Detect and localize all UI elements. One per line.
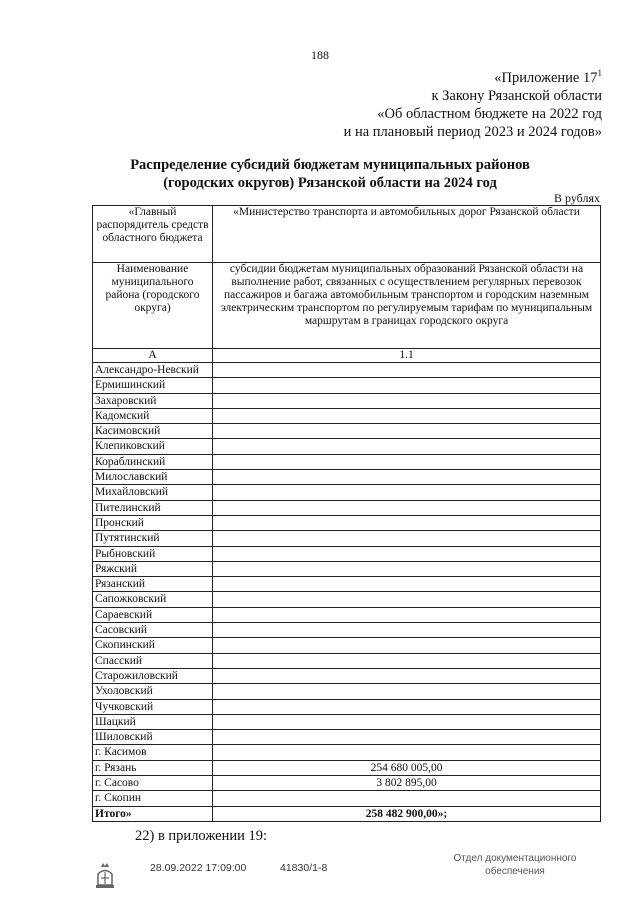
subsidy-value-cell: [213, 363, 601, 378]
subsidy-value-cell: [213, 546, 601, 561]
district-name-cell: г. Скопин: [93, 791, 213, 806]
table-row: [93, 561, 601, 576]
district-name-cell: Клепиковский: [93, 439, 213, 454]
table-row: [93, 546, 601, 561]
subsidy-value-cell: [213, 500, 601, 515]
subsidy-value-cell: [213, 684, 601, 699]
district-name-cell: Шиловский: [93, 730, 213, 745]
table-row: [93, 515, 601, 530]
district-name-cell: г. Рязань: [93, 760, 213, 775]
footer-timestamp: 28.09.2022 17:09:00: [150, 862, 247, 874]
district-name-cell: Ряжский: [93, 561, 213, 576]
header-row-codes: [93, 349, 601, 363]
appendix-line-3: «Об областном бюджете на 2022 год: [377, 105, 602, 122]
district-name-cell: Скопинский: [93, 638, 213, 653]
footer-department-line-1: Отдел документационного: [453, 853, 577, 864]
district-name-cell: Шацкий: [93, 714, 213, 729]
total-row: [93, 806, 601, 821]
district-name-cell: Михайловский: [93, 485, 213, 500]
subsidy-value-cell: [213, 714, 601, 729]
district-name-cell: Сасовский: [93, 623, 213, 638]
total-label: Итого»: [93, 806, 213, 821]
subsidy-value-cell: 3 802 895,00: [213, 776, 601, 791]
district-name-cell: Чучковский: [93, 699, 213, 714]
table-row: [93, 745, 601, 760]
header-row-names: [93, 263, 601, 349]
header-cell-code-a: А: [93, 349, 213, 363]
coat-of-arms-icon: [88, 858, 122, 892]
title-line-2: (городских округов) Рязанской области на 2024 год: [163, 175, 497, 191]
table-row: [93, 408, 601, 423]
table-row: [93, 500, 601, 515]
table-row: [93, 760, 601, 775]
table-row: [93, 607, 601, 622]
page-number: 188: [311, 48, 329, 62]
district-name-cell: Касимовский: [93, 424, 213, 439]
district-name-cell: Сараевский: [93, 607, 213, 622]
table-row: [93, 638, 601, 653]
table-row: [93, 699, 601, 714]
subsidy-value-cell: [213, 577, 601, 592]
table-row: [93, 592, 601, 607]
subsidy-value-cell: [213, 623, 601, 638]
district-name-cell: Пителинский: [93, 500, 213, 515]
subsidy-value-cell: [213, 531, 601, 546]
table-row: [93, 653, 601, 668]
district-name-cell: Кадомский: [93, 408, 213, 423]
title-line-1: Распределение субсидий бюджетам муниципальных районов: [130, 157, 530, 173]
table-row: [93, 424, 601, 439]
table-row: [93, 393, 601, 408]
footer-department-line-2: обеспечения: [485, 866, 545, 877]
subsidy-value-cell: [213, 592, 601, 607]
subsidy-value-cell: [213, 485, 601, 500]
subsidy-value-cell: [213, 470, 601, 485]
table-row: [93, 714, 601, 729]
district-name-cell: г. Касимов: [93, 745, 213, 760]
district-name-cell: Рязанский: [93, 577, 213, 592]
table-row: [93, 470, 601, 485]
subsidy-value-cell: [213, 408, 601, 423]
subsidy-table: [92, 205, 601, 822]
district-name-cell: Александро-Невский: [93, 363, 213, 378]
table-row: [93, 730, 601, 745]
total-value: 258 482 900,00»;: [213, 806, 601, 821]
header-cell-ministry: «Министерство транспорта и автомобильных дорог Рязанской области: [213, 206, 601, 263]
district-name-cell: Путятинский: [93, 531, 213, 546]
appendix-line-2: к Закону Рязанской области: [431, 87, 602, 104]
table-row: [93, 378, 601, 393]
subsidy-value-cell: [213, 561, 601, 576]
subsidy-value-cell: [213, 607, 601, 622]
subsidy-value-cell: [213, 393, 601, 408]
table-row: [93, 791, 601, 806]
district-name-cell: Ермишинский: [93, 378, 213, 393]
subsidy-value-cell: [213, 515, 601, 530]
document-title: [70, 156, 590, 192]
district-name-cell: г. Сасово: [93, 776, 213, 791]
subsidy-value-cell: [213, 668, 601, 683]
district-name-cell: Милославский: [93, 470, 213, 485]
table-row: [93, 485, 601, 500]
subsidy-value-cell: [213, 745, 601, 760]
subsidy-value-cell: [213, 638, 601, 653]
appendix-line-4: и на плановый период 2023 и 2024 годов»: [343, 123, 602, 140]
subsidy-value-cell: [213, 791, 601, 806]
subsidy-value-cell: [213, 424, 601, 439]
subsidy-value-cell: [213, 454, 601, 469]
appendix-line-1: «Приложение $17^1$: [494, 68, 602, 86]
table-row: [93, 668, 601, 683]
subsidy-value-cell: [213, 378, 601, 393]
table-row: [93, 439, 601, 454]
header-row-budget-holder: [93, 206, 601, 263]
district-name-cell: Сапожковский: [93, 592, 213, 607]
table-row: [93, 776, 601, 791]
district-name-cell: Спасский: [93, 653, 213, 668]
district-name-cell: Рыбновский: [93, 546, 213, 561]
district-name-cell: Кораблинский: [93, 454, 213, 469]
subsidy-value-cell: [213, 653, 601, 668]
appendix-header: [344, 64, 602, 141]
continuation-text: 22) в приложении 19:: [135, 828, 268, 844]
footer-department: [440, 852, 590, 878]
district-name-cell: Ухоловский: [93, 684, 213, 699]
header-cell-subsidy-description: субсидии бюджетам муниципальных образований Рязанской области на выполнение работ, связанных с осуществлением регулярных перевозок пассажиров и багажа автомобильным транспортом и городским наземным электрическим транспортом по регулируемым тарифам по муниципальным маршрутам в границах городского округа: [213, 263, 601, 349]
table-row: [93, 684, 601, 699]
currency-note: В рублях: [553, 191, 600, 205]
table-row: [93, 623, 601, 638]
subsidy-value-cell: [213, 730, 601, 745]
footer-doc-code: 41830/1-8: [280, 862, 328, 874]
subsidy-value-cell: 254 680 005,00: [213, 760, 601, 775]
district-name-cell: Захаровский: [93, 393, 213, 408]
header-cell-code-1-1: 1.1: [213, 349, 601, 363]
table-row: [93, 363, 601, 378]
table-row: [93, 577, 601, 592]
subsidy-value-cell: [213, 699, 601, 714]
district-name-cell: Пронский: [93, 515, 213, 530]
header-cell-budget-holder-label: «Главный распорядитель средств областного бюджета: [93, 206, 213, 263]
header-cell-district-name: Наименование муниципального района (городского округа): [93, 263, 213, 349]
table-row: [93, 531, 601, 546]
table-row: [93, 454, 601, 469]
subsidy-value-cell: [213, 439, 601, 454]
district-name-cell: Старожиловский: [93, 668, 213, 683]
